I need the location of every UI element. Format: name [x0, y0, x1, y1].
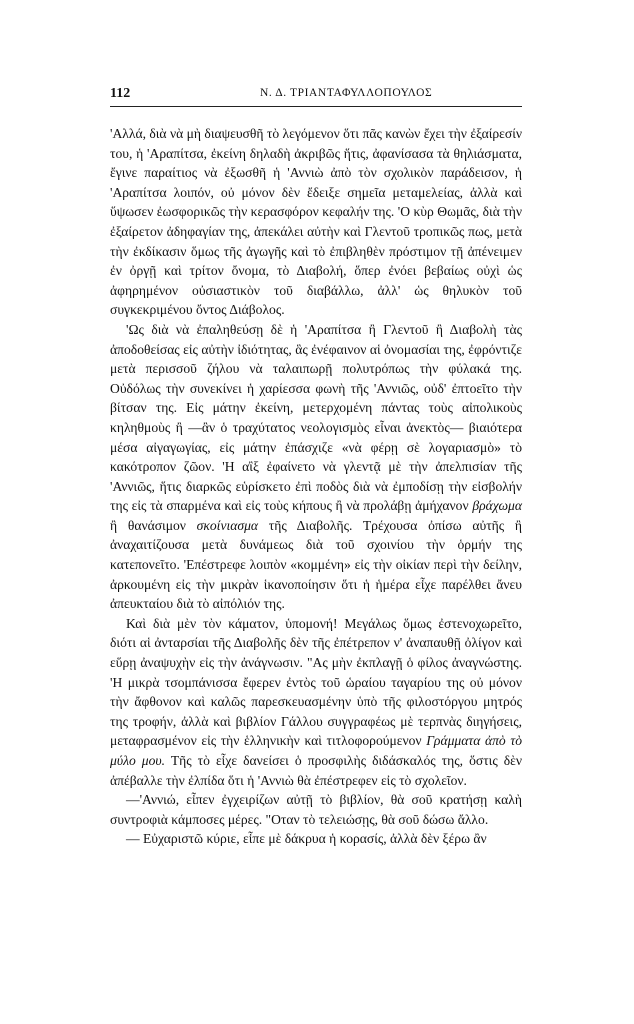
page-number: 112 — [110, 86, 131, 101]
paragraph — [110, 320, 522, 614]
page-header — [110, 86, 522, 104]
text-run: 'Αλλά, διὰ νὰ μὴ διαψευσθῆ τὸ λεγόμενον ὅτι πᾶς κανὼν ἔχει τὴν ἐξαίρεσίν του, ἡ 'Αραπίτσα, ἐκείνη δηλαδὴ ἀκριβῶς ἥτις, ἀφανίσασα τὰ θηλιάσματα, ἔγινε παραίτιος νὰ ἐξωσθῆ ἡ 'Αννιὼ ἀπὸ τὸν σχολικὸν παράδεισον, ἡ 'Αραπίτσα λοιπόν, οὐ μόνον δὲν ἔδειξε σημεῖα μεταμελείας, ἀλλὰ καὶ ὕψωσεν ἐωσφορικῶς τὴν κερασφόρον κεφαλήν της. 'Ο κὺρ Θωμᾶς, διὰ τὴν ἐξαίρετον ἀδηφαγίαν της, ἀπεκάλει αὐτὴν καὶ Γλεντοῦ τροπικῶς πως, μετὰ τὴν ἐκδίκασιν ὅμως τῆς ἀγωγῆς καὶ τὸ ἐπιβληθὲν πρόστιμον τῇ ἀπένειμεν ἐν ὀργῇ καὶ τρίτον ὄνομα, τὸ Διαβολή, ὅπερ ἐνόει βεβαίως οὐχὶ ὡς ἀφηρημένον οὐσιαστικὸν τοῦ διαβάλλω, ἀλλ' ὡς θηλυκὸν τοῦ συγκεκριμένου ὄντος Διάβολος. — [110, 126, 523, 318]
header-rule — [110, 106, 522, 107]
text-run: —'Αννιώ, εἶπεν ἐγχειρίζων αὐτῇ τὸ βιβλίον, θὰ σοῦ κρατήσῃ καλὴ συντροφιὰ κάμποσες μέρες. "Οταν τὸ τελειώσῃς, θὰ σοῦ δώσω ἄλλο. — [110, 792, 522, 827]
text-run: — Εὐχαριστῶ κύριε, εἶπε μὲ δάκρυα ἡ κορασίς, ἀλλὰ δὲν ξέρω ἂν — [126, 831, 487, 847]
italic-term: σκοίνιασμα — [196, 517, 259, 533]
paragraph — [110, 614, 522, 790]
paragraph — [110, 829, 522, 849]
text-run: 'Ως διὰ νὰ ἐπαληθεύσῃ δὲ ἡ 'Αραπίτσα ἢ Γλεντοῦ ἢ Διαβολὴ τὰς ἀποδοθείσας εἰς αὐτὴν ἰδιότητας, ἃς ἐνέφαινον αἱ ὀνομασίαι της, ἐφρόντιζε μετὰ περισσοῦ ζήλου νὰ ταλαιπωρῇ πολυτρόπως τὴν φύλακά της. Οὐδόλως τὴν συνεκίνει ἡ χαρίεσσα φωνὴ τῆς 'Αννιῶς, οὐδ' ἐπτοεῖτο τὴν βίτσαν της. Εἰς μάτην ἐκείνη, μετερχομένη πάντας τοὺς αἰπολικοὺς κηληθμοὺς ἢ —ἂν ὁ τραχύτατος νεολογισμὸς εἶναι ἀνεκτὸς— βιαιότερα μέσα αἰγαγωγίας, εἰς μάτην ἐπάσχιζε «νὰ φέρῃ σὲ λογαριασμὸ» τὸ κακότροπον ζῶον. 'Η αἲξ ἐφαίνετο νὰ γλεντᾷ μὲ τὴν ἀπελπισίαν τῆς 'Αννιῶς, ἥτις διαρκῶς εὑρίσκετο ἐπὶ ποδὸς διὰ νὰ ἐμποδίσῃ τὴν εἰσβολήν της εἰς τὰ σπαρμένα καὶ εἰς τοὺς κήπους ἢ νὰ προλάβῃ ἀμήχανον — [110, 321, 522, 514]
text-run: ἢ θανάσιμον — [110, 517, 197, 533]
body-text — [110, 124, 522, 849]
paragraph — [110, 124, 522, 320]
running-head: Ν. Δ. ΤΡΙΑΝΤΑΦΥΛΛΟΠΟΥΛΟΣ — [260, 87, 433, 99]
paragraph — [110, 790, 522, 829]
italic-term: βράχωμα — [472, 498, 522, 514]
text-run: Καὶ διὰ μὲν τὸν κάματον, ὑπομονή! Μεγάλως ὅμως ἐστενοχωρεῖτο, διότι αἱ ἀνταρσίαι τῆς Διαβολῆς δὲν τῆς ἐπέτρεπον ν' ἀναπαυθῇ ὀλίγον καὶ εὕρῃ ἀναψυχὴν εἰς τὴν ἀνάγνωσιν. "Ας μὴν ἐκπλαγῇ ὁ φίλος ἀναγνώστης. 'Η μικρὰ τσομπάνισσα ἔφερεν ἐντὸς τοῦ ὡραίου ταγαρίου της οὐ μόνον τὴν ἄφθονον καὶ καλῶς παρεσκευασμένην ὑπὸ τῆς φιλοστόργου μητρός της τροφήν, ἀλλὰ καὶ βιβλίον Γάλλου συγγραφέως μὲ τερπνὰς διηγήσεις, μεταφρασμένον εἰς τὴν ἑλληνικὴν καὶ τιτλοφορούμενον — [110, 615, 522, 749]
text-run: τῆς Διαβολῆς. Τρέχουσα ὀπίσω αὐτῆς ἢ ἀναχαιτίζουσα μετὰ δυνάμεως διὰ τοῦ σχοινίου τὴν ὁρμήν της κατεπονεῖτο. 'Επέστρεφε λοιπὸν «κομμένη» εἰς τὴν οἰκίαν περὶ τὴν δείλην, ἀρκουμένη εἰς τὴν μικρὰν ἱκανοποίησιν ὅτι ἡ ἡμέρα εἶχε παρέλθει ἄνευ ἀπευκταίου διὰ τὸ αἰπόλιόν της. — [110, 517, 522, 612]
text-run: Τῆς τὸ εἶχε δανείσει ὁ προσφιλὴς διδάσκαλός της, ὅστις δὲν ἀπέβαλλε τὴν ἐλπίδα ὅτι ἡ 'Αννιὼ θὰ ἐπέστρεφεν εἰς τὸ σχολεῖον. — [110, 753, 522, 788]
italic-book-title: Γράμματα ἀπὸ τὸ μύλο μου. — [110, 733, 522, 768]
